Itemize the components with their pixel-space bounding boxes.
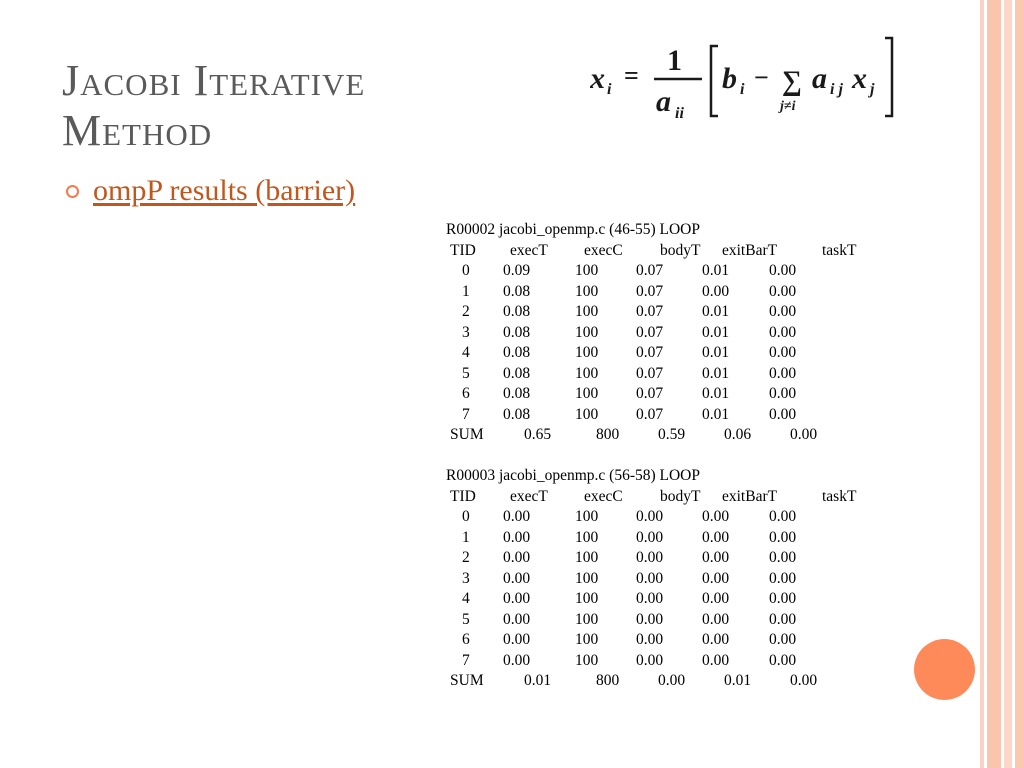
table-row-cell: 100 (575, 385, 599, 402)
formula-sigma: ∑ (782, 66, 802, 97)
table-row-cell: 0.08 (503, 385, 531, 402)
bullet-item (66, 174, 355, 208)
table-sum-row-cell: 0.00 (790, 426, 818, 443)
table-row-cell: 0.00 (702, 569, 730, 587)
report-region-block (446, 466, 857, 692)
table-header-row (446, 241, 857, 262)
table-row-cell: 100 (575, 631, 599, 648)
table-row-cell: 2 (462, 303, 470, 320)
table-header-row-cell: taskT (822, 241, 857, 259)
table-row-cell: 0.07 (636, 364, 664, 382)
table-row-cell: 1 (462, 282, 470, 300)
table-row-cell: 100 (575, 344, 599, 361)
formula-numerator: 1 (667, 44, 682, 77)
table-row-cell: 100 (575, 405, 599, 423)
formula-sigma-sub: j≠i (780, 99, 796, 114)
table-row-cell: 0.08 (503, 303, 531, 320)
table-row (446, 323, 797, 344)
table-row-cell: 3 (462, 569, 470, 587)
table-row-cell: 5 (462, 610, 470, 628)
table-row-cell: 0.00 (702, 508, 730, 525)
table-sum-row-cell: 800 (596, 672, 620, 689)
table-sum-row-cell: 0.01 (724, 672, 752, 689)
table-row-cell: 0 (462, 508, 470, 525)
table-row (446, 528, 797, 549)
region-title: R00002 jacobi_openmp.c (46-55) LOOP (446, 221, 700, 238)
slide-title (62, 56, 365, 156)
table-row-cell: 0.01 (702, 405, 730, 423)
jacobi-formula (590, 34, 896, 124)
table-row-cell: 0.00 (636, 651, 664, 669)
table-row-cell: 100 (575, 549, 599, 566)
table-row-cell: 0.00 (769, 405, 797, 423)
table-row-cell: 100 (575, 364, 599, 382)
formula-left-bracket (711, 46, 718, 116)
decorative-circle (914, 639, 975, 700)
table-header-row-cell: bodyT (660, 241, 701, 259)
table-row-cell: 0.00 (702, 549, 730, 566)
formula-denominator-sub: ii (675, 105, 684, 122)
table-row-cell: 3 (462, 323, 470, 341)
table-row-cell: 0.09 (503, 262, 531, 279)
table-row-cell: 0.00 (769, 651, 797, 669)
formula-a-sub: i j (830, 81, 843, 98)
table-row-cell: 0.07 (636, 282, 664, 300)
table-row-cell: 100 (575, 323, 599, 341)
slide-title-line-2: Method (62, 106, 213, 155)
table-row-cell: 100 (575, 303, 599, 320)
table-header-row-cell: TID (450, 487, 476, 505)
table-row-cell: 0.08 (503, 323, 531, 341)
table-row-cell: 0.00 (636, 610, 664, 628)
table-row-cell: 0.00 (636, 508, 664, 525)
table-sum-row-cell: 0.00 (658, 672, 686, 689)
table-row-cell: 0.00 (503, 569, 531, 587)
ompp-results-link[interactable]: ompP results (barrier) (93, 174, 356, 207)
table-row-cell: 0.01 (702, 303, 730, 320)
table-row-cell: 4 (462, 344, 470, 361)
decorative-stripes (980, 0, 1024, 768)
table-row-cell: 0.00 (702, 610, 730, 628)
table-header-row-cell: bodyT (660, 487, 701, 505)
table-header-row-cell: execT (510, 241, 548, 259)
formula-lhs-sub: i (607, 81, 612, 98)
table-header-row (446, 487, 857, 508)
table-row-cell: 0.00 (769, 590, 797, 607)
table-row-cell: 0.00 (769, 528, 797, 546)
table-header-row-cell: execT (510, 487, 548, 505)
table-row (446, 651, 797, 672)
table-row-cell: 0.00 (769, 323, 797, 341)
formula-lhs: x (590, 62, 605, 95)
table-row (446, 364, 797, 385)
table-row-cell: 0.00 (769, 364, 797, 382)
table-header-row-cell: execC (584, 241, 623, 259)
table-row-cell: 0.00 (769, 508, 797, 525)
table-row (446, 384, 797, 405)
table-row-cell: 0.00 (636, 549, 664, 566)
table-row-cell: 100 (575, 651, 599, 669)
table-row (446, 589, 797, 610)
table-row-cell: 6 (462, 631, 470, 648)
table-row-cell: 0.01 (702, 262, 730, 279)
table-row-cell: 0.01 (702, 344, 730, 361)
table-row (446, 302, 797, 323)
table-sum-row-cell: SUM (450, 672, 484, 689)
ompp-report (446, 220, 857, 712)
table-row-cell: 100 (575, 590, 599, 607)
table-row-cell: 0.01 (702, 364, 730, 382)
formula-equals: = (624, 61, 639, 90)
table-row-cell: 100 (575, 610, 599, 628)
table-row-cell: 2 (462, 549, 470, 566)
table-row-cell: 7 (462, 651, 470, 669)
table-sum-row-cell: 0.06 (724, 426, 752, 443)
table-row-cell: 0.00 (503, 590, 531, 607)
table-row-cell: 100 (575, 569, 599, 587)
table-row-cell: 0.00 (636, 631, 664, 648)
formula-denominator: a (656, 85, 671, 118)
table-sum-row-cell: 0.01 (524, 672, 552, 689)
slide-title-line-1: Jacobi Iterative (62, 56, 366, 105)
table-row-cell: 0 (462, 262, 470, 279)
table-row-cell: 0.00 (769, 303, 797, 320)
table-row-cell: 0.00 (769, 385, 797, 402)
table-row-cell: 0.00 (702, 590, 730, 607)
table-row-cell: 0.00 (503, 631, 531, 648)
table-row-cell: 5 (462, 364, 470, 382)
formula-b: b (722, 62, 737, 95)
table-sum-row (446, 425, 818, 446)
table-row-cell: 0.00 (503, 610, 531, 628)
region-title: R00003 jacobi_openmp.c (56-58) LOOP (446, 467, 700, 484)
table-row-cell: 0.00 (769, 282, 797, 300)
table-row-cell: 0.07 (636, 323, 664, 341)
table-row-cell: 0.00 (769, 569, 797, 587)
bullet-circle-icon (66, 185, 79, 198)
table-row-cell: 0.00 (769, 631, 797, 648)
table-row (446, 405, 797, 426)
table-row-cell: 0.00 (503, 549, 531, 566)
table-sum-row (446, 671, 818, 692)
table-row-cell: 1 (462, 528, 470, 546)
table-row-cell: 0.00 (769, 549, 797, 566)
formula-minus: − (754, 63, 769, 92)
formula-x-sub: j (870, 81, 875, 98)
table-row-cell: 0.08 (503, 344, 531, 361)
table-row-cell: 0.07 (636, 303, 664, 320)
table-header-row-cell: TID (450, 241, 476, 259)
table-row-cell: 0.07 (636, 344, 664, 361)
table-row-cell: 0.00 (702, 651, 730, 669)
table-row (446, 261, 797, 282)
table-sum-row-cell: 0.65 (524, 426, 552, 443)
table-row-cell: 0.00 (769, 610, 797, 628)
table-row-cell: 0.00 (702, 528, 730, 546)
table-row (446, 630, 797, 651)
formula-b-sub: i (740, 81, 745, 98)
table-header-row-cell: taskT (822, 487, 857, 505)
table-row-cell: 0.00 (636, 569, 664, 587)
table-row (446, 343, 797, 364)
table-header-row-cell: execC (584, 487, 623, 505)
table-row-cell: 100 (575, 282, 599, 300)
table-row (446, 282, 797, 303)
table-row-cell: 0.01 (702, 385, 730, 402)
table-row-cell: 0.01 (702, 323, 730, 341)
formula-right-bracket (885, 38, 892, 116)
table-row (446, 548, 797, 569)
formula-x: x (852, 62, 867, 95)
table-sum-row-cell: 0.59 (658, 426, 686, 443)
table-row-cell: 0.00 (636, 528, 664, 546)
table-row (446, 610, 797, 631)
table-row-cell: 100 (575, 508, 599, 525)
report-region-block (446, 220, 857, 446)
table-row (446, 507, 797, 528)
table-row-cell: 0.08 (503, 405, 531, 423)
table-row-cell: 0.00 (503, 508, 531, 525)
table-row-cell: 0.00 (503, 651, 531, 669)
table-header-row-cell: exitBarT (722, 241, 778, 259)
table-row-cell: 0.00 (503, 528, 531, 546)
table-row (446, 569, 797, 590)
table-row-cell: 0.00 (769, 344, 797, 361)
table-row-cell: 0.00 (702, 631, 730, 648)
table-row-cell: 100 (575, 528, 599, 546)
table-sum-row-cell: 800 (596, 426, 620, 443)
table-row-cell: 4 (462, 590, 470, 607)
table-row-cell: 7 (462, 405, 470, 423)
table-row-cell: 6 (462, 385, 470, 402)
table-row-cell: 0.07 (636, 385, 664, 402)
table-header-row-cell: exitBarT (722, 487, 778, 505)
table-sum-row-cell: 0.00 (790, 672, 818, 689)
table-row-cell: 0.00 (636, 590, 664, 607)
table-row-cell: 0.08 (503, 282, 531, 300)
table-row-cell: 0.00 (702, 282, 730, 300)
table-row-cell: 100 (575, 262, 599, 279)
table-sum-row-cell: SUM (450, 426, 484, 443)
formula-a: a (812, 62, 827, 95)
table-row-cell: 0.07 (636, 405, 664, 423)
table-row-cell: 0.00 (769, 262, 797, 279)
table-row-cell: 0.07 (636, 262, 664, 279)
table-row-cell: 0.08 (503, 364, 531, 382)
